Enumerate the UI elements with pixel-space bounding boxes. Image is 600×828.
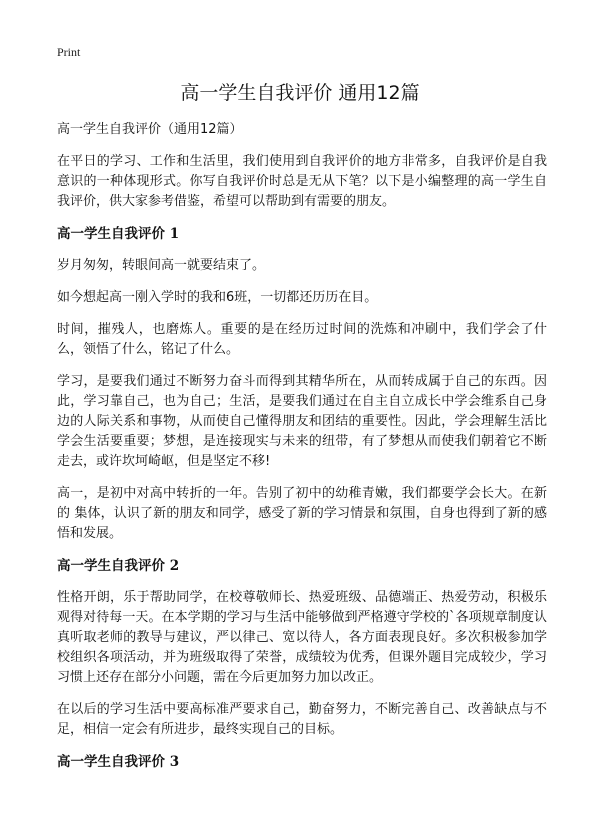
section-heading: 高一学生自我评价 1 [57,226,180,242]
paragraph: 高一，是初中对高中转折的一年。告别了初中的幼稚青嫩，我们都要学会长大。在新的 集体，认识了新的朋友和同学，感受了新的学习情景和氛围，自身也得到了新的感悟和发展。 [57,486,547,541]
section-1 [57,224,547,544]
document-body [57,120,547,784]
intro-paragraph: 在平日的学习、工作和生活里，我们使用到自我评价的地方非常多，自我评价是自我意识的一种体现形式。你写自我评价时总是无从下笔？以下是小编整理的高一学生自我评价，供大家参考借鉴，希望可以帮助到有需要的朋友。 [57,154,547,209]
paragraph: 学习，是要我们通过不断努力奋斗而得到其精华所在，从而转成属于自己的东西。因此，学习靠自己，也为自己；生活，是要我们通过在自主自立成长中学会维系自己身边的人际关系和事物，从而使自己懂得朋友和团结的重要性。因此，学会理解生活比学会生活要重要；梦想，是连接现实与未来的纽带，有了梦想从而使我们朝着它不断走去，或许坎坷崎岖，但是坚定不移! [57,374,547,469]
paragraph: 在以后的学习生活中要高标准严要求自己，勤奋努力，不断完善自己、改善缺点与不足，相信一定会有所进步，最终实现自己的目标。 [57,702,547,737]
page-title: 高一学生自我评价 通用12篇 [180,82,420,104]
print-link[interactable]: Print [57,45,81,59]
paragraph: 岁月匆匆，转眼间高一就要结束了。 [57,258,266,273]
section-3 [57,752,547,772]
section-heading: 高一学生自我评价 3 [57,754,180,770]
section-heading: 高一学生自我评价 2 [57,558,180,574]
document-subtitle: 高一学生自我评价（通用12篇） [57,122,243,137]
paragraph: 性格开朗，乐于帮助同学，在校尊敬师长、热爱班级、品德端正、热爱劳动，积极乐观得对待每一天。在本学期的学习与生活中能够做到严格遵守学校的`各项规章制度认真听取老师的教导与建议，严以律己、宽以待人，各方面表现良好。多次积极参加学校组织各项活动，并为班级取得了荣誉，成绩较为优秀，但课外题目完成较少，学习习惯上还存在部分小问题，需在今后更加努力加以改正。 [57,590,547,685]
paragraph: 时间，摧残人，也磨炼人。重要的是在经历过时间的洗炼和冲刷中，我们学会了什么，领悟了什么，铭记了什么。 [57,322,547,357]
section-2 [57,556,547,740]
paragraph: 如今想起高一刚入学时的我和6班，一切都还历历在目。 [57,290,378,305]
